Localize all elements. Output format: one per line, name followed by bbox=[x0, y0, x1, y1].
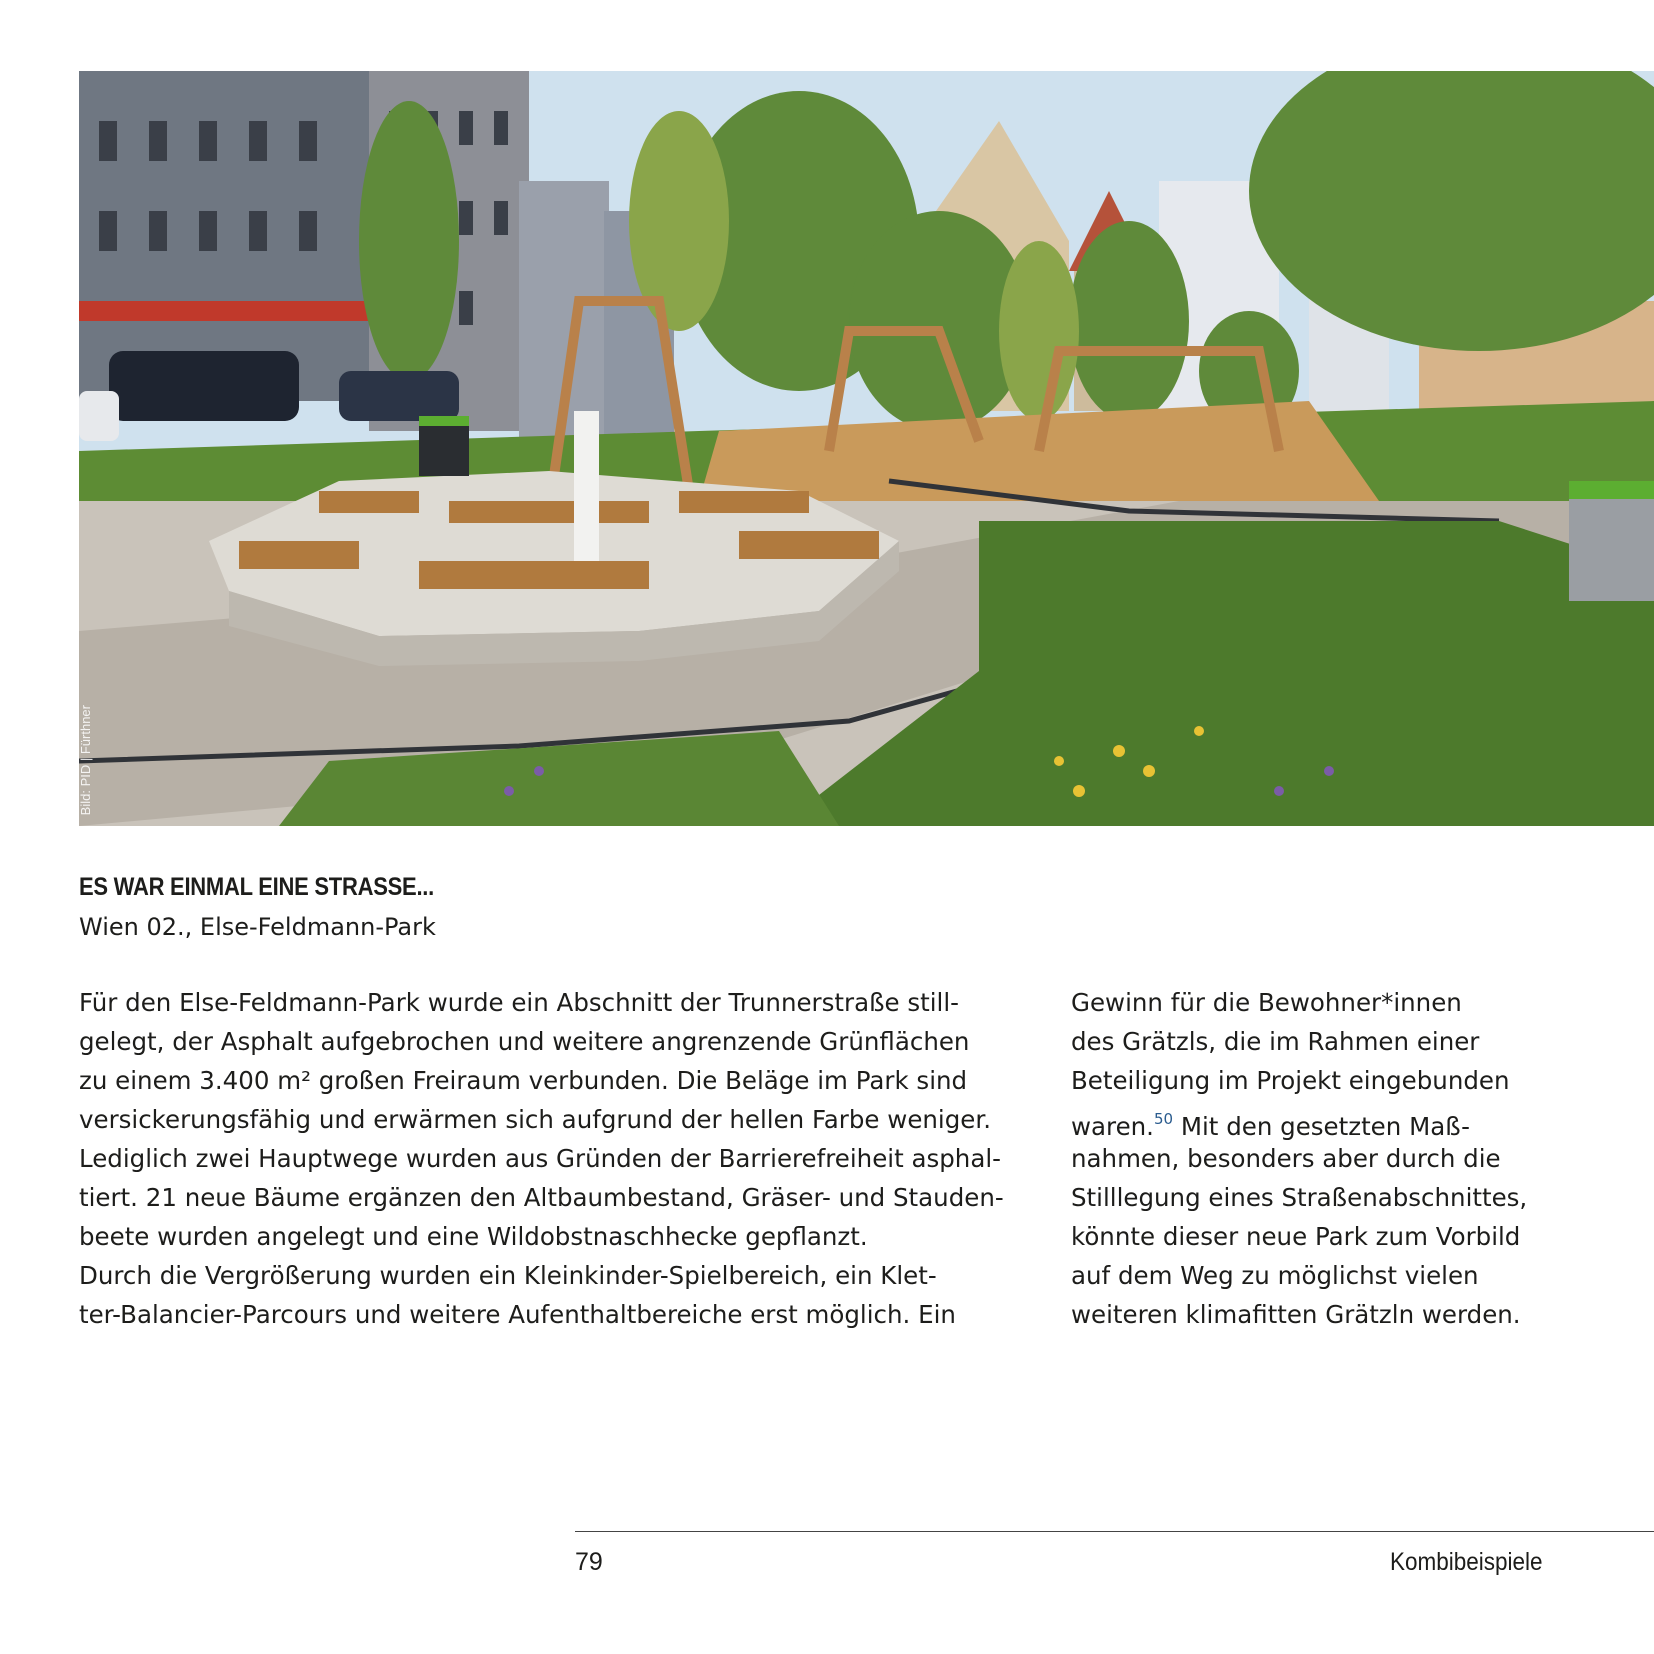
footnote-reference[interactable]: 50 bbox=[1153, 1110, 1174, 1128]
article-subheading: Wien 02., Else-Feldmann-Park bbox=[79, 913, 436, 941]
page-number: 79 bbox=[575, 1548, 603, 1576]
body-line: Durch die Vergrößerung wurden ein Kleinkinder-Spielbereich, ein Klet- bbox=[79, 1261, 937, 1290]
body-line-with-footnote bbox=[1071, 1100, 1591, 1139]
body-line: Beteiligung im Projekt eingebunden bbox=[1071, 1066, 1510, 1095]
body-line: Für den Else-Feldmann-Park wurde ein Abschnitt der Trunnerstraße still- bbox=[79, 988, 960, 1017]
section-title: Kombibeispiele bbox=[1390, 1548, 1543, 1576]
body-line: beete wurden angelegt und eine Wildobstnaschhecke gepflanzt. bbox=[79, 1222, 868, 1251]
body-line: Stilllegung eines Straßenabschnittes, bbox=[1071, 1183, 1528, 1212]
body-line: könnte dieser neue Park zum Vorbild bbox=[1071, 1222, 1521, 1251]
body-line: Gewinn für die Bewohner*innen bbox=[1071, 988, 1462, 1017]
body-line: zu einem 3.400 m² großen Freiraum verbunden. Die Beläge im Park sind bbox=[79, 1066, 968, 1095]
body-line: nahmen, besonders aber durch die bbox=[1071, 1144, 1501, 1173]
body-column-right bbox=[1071, 983, 1591, 1334]
body-line: Lediglich zwei Hauptwege wurden aus Gründen der Barrierefreiheit asphal- bbox=[79, 1144, 1001, 1173]
body-line: tiert. 21 neue Bäume ergänzen den Altbaumbestand, Gräser- und Stauden- bbox=[79, 1183, 1004, 1212]
photo-credit: Bild: PID | Fürthner bbox=[78, 705, 93, 816]
body-line: gelegt, der Asphalt aufgebrochen und weitere angrenzende Grünflächen bbox=[79, 1027, 970, 1056]
body-line: des Grätzls, die im Rahmen einer bbox=[1071, 1027, 1480, 1056]
body-line: weiteren klimafitten Grätzln werden. bbox=[1071, 1300, 1521, 1329]
body-line: auf dem Weg zu möglichst vielen bbox=[1071, 1261, 1479, 1290]
body-column-left bbox=[79, 983, 1039, 1334]
body-text: Mit den gesetzten Maß- bbox=[1173, 1112, 1470, 1141]
body-line: ter-Balancier-Parcours und weitere Aufenthaltbereiche erst möglich. Ein bbox=[79, 1300, 956, 1329]
park-photo bbox=[79, 71, 1654, 826]
body-line: versickerungsfähig und erwärmen sich aufgrund der hellen Farbe weniger. bbox=[79, 1105, 991, 1134]
article-heading: ES WAR EINMAL EINE STRASSE... bbox=[79, 873, 434, 901]
body-text: waren. bbox=[1071, 1112, 1154, 1141]
park-photo-illustration bbox=[79, 71, 1654, 826]
footer-divider bbox=[575, 1531, 1654, 1532]
